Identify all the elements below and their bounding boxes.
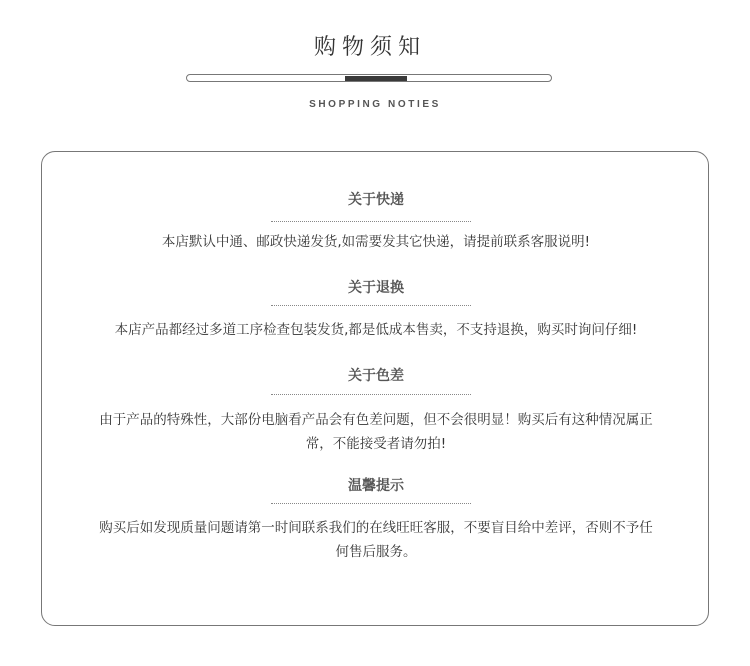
section-title-shipping: 关于快递 bbox=[348, 192, 404, 208]
section-divider bbox=[271, 503, 471, 504]
section-text-tips: 购买后如发现质量问题请第一时间联系我们的在线旺旺客服，不要盲目给中差评，否则不予任何售后服务。 bbox=[99, 520, 653, 560]
section-divider bbox=[271, 394, 471, 395]
section-title-color-difference: 关于色差 bbox=[348, 368, 404, 384]
section-title-tips: 温馨提示 bbox=[348, 478, 404, 494]
notice-box bbox=[41, 151, 709, 626]
title-underline-accent bbox=[345, 76, 407, 81]
section-divider bbox=[271, 221, 471, 222]
page-subtitle: SHOPPING NOTIES bbox=[309, 99, 441, 110]
page-title: 购物须知 bbox=[313, 35, 426, 60]
title-underline-bar bbox=[186, 74, 552, 82]
section-title-returns: 关于退换 bbox=[348, 280, 404, 296]
section-text-shipping: 本店默认中通、邮政快递发货,如需要发其它快递，请提前联系客服说明! bbox=[161, 234, 591, 250]
section-divider bbox=[271, 305, 471, 306]
section-text-returns: 本店产品都经过多道工序检查包装发货,都是低成本售卖，不支持退换，购买时询问仔细! bbox=[114, 322, 638, 338]
section-text-color-difference: 由于产品的特殊性，大部份电脑看产品会有色差问题，但不会很明显！购买后有这种情况属正常，不能接受者请勿拍! bbox=[99, 412, 653, 452]
